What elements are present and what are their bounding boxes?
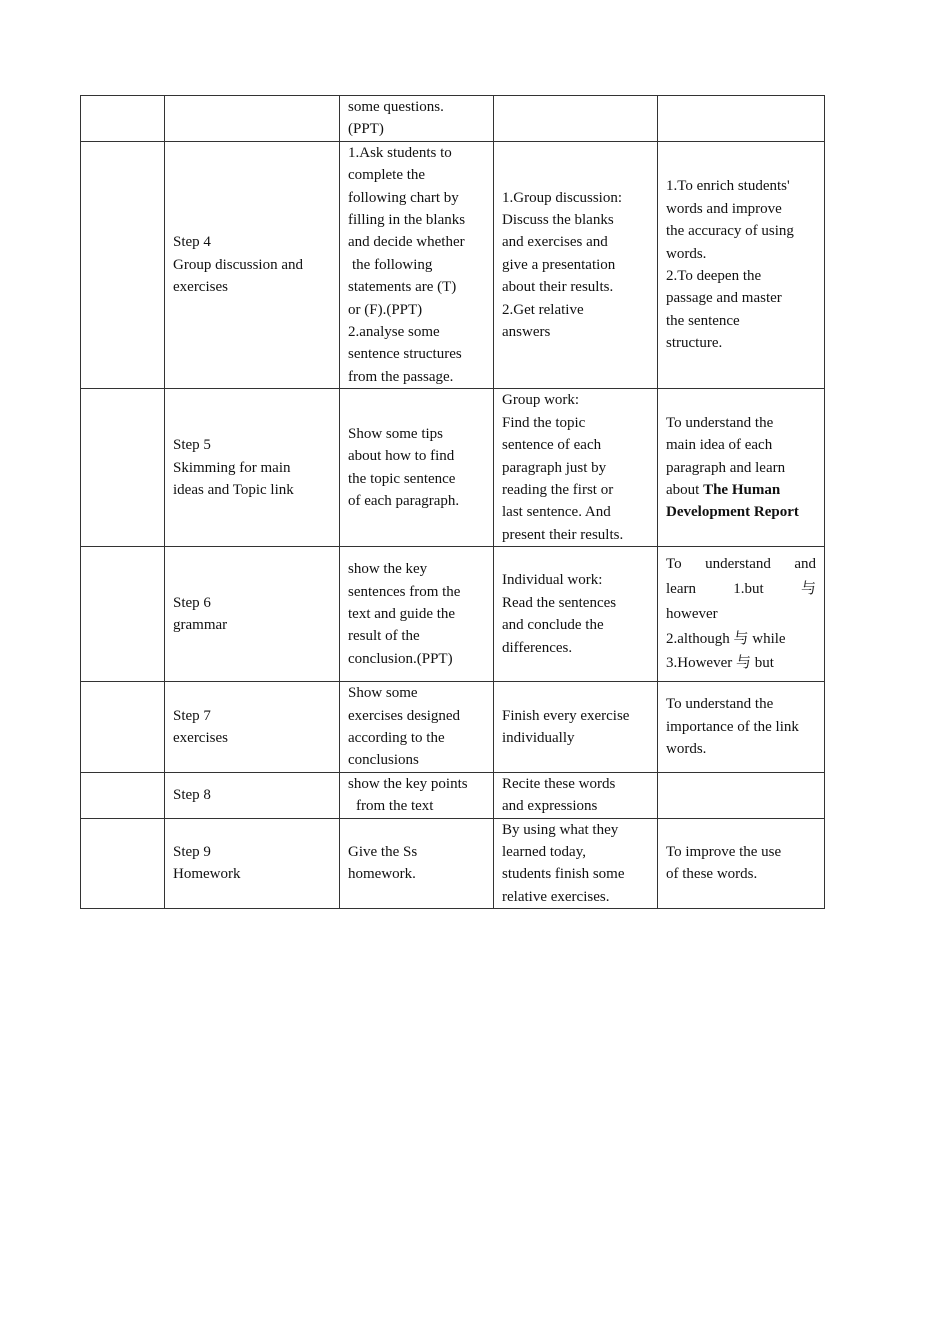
empty-cell [81, 682, 165, 773]
teacher-activity-cell [340, 818, 494, 909]
cell-line: 1.To enrich students' [666, 178, 790, 195]
cell-line: sentence of each [502, 437, 602, 454]
step-cell [165, 141, 340, 388]
cell-line [666, 501, 816, 523]
cell-line: from the passage. [348, 368, 454, 385]
step-label: Step 7 [173, 707, 211, 724]
cell-line [666, 577, 816, 602]
cell-line: answers [502, 324, 551, 341]
step-label: Step 5 [173, 437, 211, 454]
cell-word: 与 [800, 580, 816, 597]
student-activity-cell [494, 96, 658, 142]
cell-line: and decide whether [348, 234, 465, 251]
table-row [81, 772, 825, 818]
step-title: grammar [173, 617, 228, 634]
step-title: Group discussion and [173, 256, 303, 273]
cell-line: words and improve [666, 200, 782, 217]
cell-line: learned today, [502, 843, 586, 860]
student-activity-cell [494, 772, 658, 818]
teacher-activity-cell [340, 96, 494, 142]
cell-line: Show some [348, 685, 418, 702]
cell-line: and expressions [502, 798, 598, 815]
teacher-activity-cell [340, 682, 494, 773]
cell-line: 2.analyse some [348, 324, 440, 341]
cell-line: conclusion.(PPT) [348, 650, 453, 667]
cell-line: exercises designed [348, 707, 461, 724]
cell-line: complete the [348, 167, 426, 184]
cell-line: words. [666, 245, 707, 262]
cell-word: and [794, 556, 816, 573]
cell-line: 2.although 与 while [666, 630, 786, 647]
step-cell [165, 772, 340, 818]
cell-line: however [666, 605, 718, 622]
step-label: Step 9 [173, 843, 211, 860]
step-label: Step 8 [173, 786, 211, 803]
cell-line: and conclude the [502, 617, 604, 634]
cell-line: the accuracy of using [666, 223, 794, 240]
step-title: ideas and Topic link [173, 481, 294, 498]
empty-cell [81, 547, 165, 682]
step-title: exercises [173, 729, 228, 746]
cell-line: paragraph just by [502, 459, 607, 476]
cell-line: sentence structures [348, 346, 462, 363]
cell-line: individually [502, 729, 575, 746]
cell-line: students finish some [502, 866, 625, 883]
cell-line: from the text [356, 798, 434, 815]
cell-line: Finish every exercise [502, 707, 630, 724]
cell-line: result of the [348, 628, 420, 645]
step-title: Skimming for main [173, 459, 291, 476]
report-title-bold: Development Report [666, 504, 799, 521]
cell-line: sentences from the [348, 583, 461, 600]
student-activity-cell [494, 141, 658, 388]
purpose-cell [658, 96, 825, 142]
cell-line: Find the topic [502, 414, 586, 431]
cell-line: relative exercises. [502, 888, 610, 905]
purpose-cell [658, 772, 825, 818]
cell-line: the topic sentence [348, 470, 456, 487]
cell-line: show the key points [348, 775, 468, 792]
teacher-activity-cell [340, 772, 494, 818]
cell-line: 2.Get relative [502, 301, 584, 318]
student-activity-cell [494, 818, 658, 909]
empty-cell [81, 772, 165, 818]
table-row [81, 818, 825, 909]
cell-line: according to the [348, 729, 445, 746]
cell-line: To improve the use [666, 843, 782, 860]
cell-line: last sentence. And [502, 504, 611, 521]
step-cell [165, 818, 340, 909]
cell-line: paragraph and learn [666, 459, 786, 476]
cell-line: give a presentation [502, 256, 616, 273]
step-cell [165, 389, 340, 547]
cell-line: homework. [348, 866, 416, 883]
student-activity-cell [494, 389, 658, 547]
step-label: Step 4 [173, 234, 211, 251]
cell-line: the following [352, 256, 433, 273]
step-label: Step 6 [173, 594, 211, 611]
purpose-cell [658, 818, 825, 909]
cell-line: words. [666, 741, 707, 758]
table-row [81, 389, 825, 547]
cell-line [666, 479, 816, 501]
cell-word: understand [705, 556, 771, 573]
cell-line: of these words. [666, 866, 758, 883]
empty-cell [81, 818, 165, 909]
purpose-cell [658, 389, 825, 547]
table-row [81, 547, 825, 682]
cell-line: some questions. [348, 99, 444, 115]
student-activity-cell [494, 682, 658, 773]
cell-line: 1.Ask students to [348, 144, 452, 161]
cell-line [666, 552, 816, 577]
cell-word: 1.but [733, 580, 764, 597]
cell-line: 1.Group discussion: [502, 189, 622, 206]
cell-line: importance of the link [666, 718, 799, 735]
cell-line: about their results. [502, 279, 614, 296]
cell-word: learn [666, 580, 696, 597]
cell-line: reading the first or [502, 481, 614, 498]
cell-line: Give the Ss [348, 843, 418, 860]
cell-line: Read the sentences [502, 594, 617, 611]
cell-line: passage and master [666, 290, 782, 307]
purpose-cell [658, 547, 825, 682]
cell-line: Group work: [502, 392, 580, 409]
cell-line: about how to find [348, 448, 455, 465]
cell-line: of each paragraph. [348, 493, 460, 510]
step-cell [165, 547, 340, 682]
cell-line: statements are (T) [348, 279, 457, 296]
step-title: exercises [173, 279, 228, 296]
teacher-activity-cell [340, 389, 494, 547]
teacher-activity-cell [340, 141, 494, 388]
cell-line: main idea of each [666, 437, 773, 454]
cell-line: conclusions [348, 752, 419, 769]
cell-line: 3.However 与 but [666, 655, 774, 672]
purpose-cell [658, 682, 825, 773]
cell-line: By using what they [502, 821, 619, 838]
cell-line: Recite these words [502, 775, 616, 792]
cell-line: and exercises and [502, 234, 608, 251]
teacher-activity-cell [340, 547, 494, 682]
cell-word: To [666, 556, 682, 573]
step-cell [165, 96, 340, 142]
lesson-plan-table [80, 95, 825, 909]
step-title: Homework [173, 866, 241, 883]
cell-line: Individual work: [502, 572, 603, 589]
cell-line: differences. [502, 639, 573, 656]
student-activity-cell [494, 547, 658, 682]
cell-line: Show some tips [348, 425, 444, 442]
cell-line: (PPT) [348, 121, 384, 138]
cell-line: the sentence [666, 312, 740, 329]
cell-line: Discuss the blanks [502, 212, 614, 229]
empty-cell [81, 96, 165, 142]
empty-cell [81, 141, 165, 388]
table-row [81, 96, 825, 142]
cell-line: present their results. [502, 526, 624, 543]
cell-line: text and guide the [348, 605, 456, 622]
purpose-cell [658, 141, 825, 388]
empty-cell [81, 389, 165, 547]
cell-line: following chart by [348, 189, 459, 206]
table-row [81, 141, 825, 388]
cell-line: 2.To deepen the [666, 268, 762, 285]
cell-line: filling in the blanks [348, 212, 466, 229]
cell-line: To understand the [666, 696, 774, 713]
cell-line: To understand the [666, 414, 774, 431]
cell-line: show the key [348, 561, 428, 578]
cell-line: structure. [666, 335, 723, 352]
table-row [81, 682, 825, 773]
cell-text: about [666, 481, 700, 498]
report-title-bold: The Human [703, 481, 781, 498]
cell-line: or (F).(PPT) [348, 301, 423, 318]
step-cell [165, 682, 340, 773]
